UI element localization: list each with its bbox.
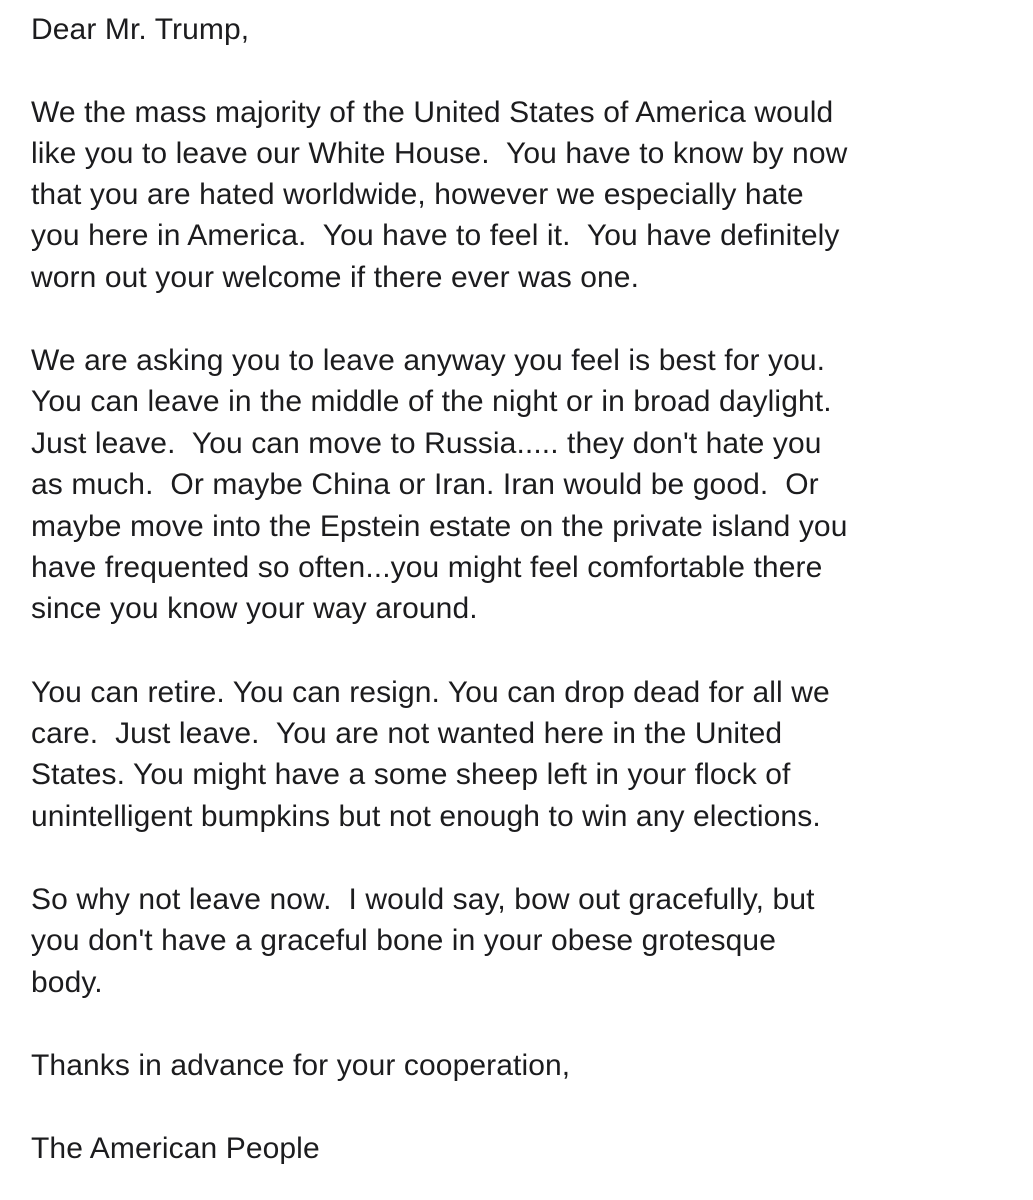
paragraph-2-line-5: maybe move into the Epstein estate on the private island you	[31, 510, 848, 543]
paragraph-1-line-3: that you are hated worldwide, however we especially hate	[31, 178, 804, 211]
paragraph-3-line-4: unintelligent bumpkins but not enough to win any elections.	[31, 800, 821, 833]
paragraph-4-line-1: So why not leave now. I would say, bow out gracefully, but	[31, 883, 815, 916]
paragraph-3-line-2: care. Just leave. You are not wanted here in the United	[31, 717, 783, 750]
paragraph-2-line-7: since you know your way around.	[31, 592, 478, 625]
paragraph-2-line-3: Just leave. You can move to Russia..... they don't hate you	[31, 427, 822, 460]
paragraph-4-line-3: body.	[31, 966, 103, 999]
greeting: Dear Mr. Trump,	[31, 13, 250, 46]
paragraph-1-line-5: worn out your welcome if there ever was one.	[31, 261, 640, 294]
signature: The American People	[31, 1132, 320, 1165]
paragraph-2-line-6: have frequented so often...you might feel comfortable there	[31, 551, 823, 584]
closing: Thanks in advance for your cooperation,	[31, 1049, 571, 1082]
paragraph-1-line-1: We the mass majority of the United States of America would	[31, 96, 834, 129]
paragraph-2-line-2: You can leave in the middle of the night or in broad daylight.	[31, 385, 832, 418]
paragraph-1-line-4: you here in America. You have to feel it. You have definitely	[31, 219, 840, 252]
paragraph-4-line-2: you don't have a graceful bone in your obese grotesque	[31, 924, 776, 957]
paragraph-2-line-4: as much. Or maybe China or Iran. Iran would be good. Or	[31, 468, 819, 501]
paragraph-2-line-1: We are asking you to leave anyway you feel is best for you.	[31, 344, 826, 377]
paragraph-3-line-1: You can retire. You can resign. You can drop dead for all we	[31, 676, 830, 709]
paragraph-1-line-2: like you to leave our White House. You have to know by now	[31, 137, 848, 170]
paragraph-3-line-3: States. You might have a some sheep left in your flock of	[31, 758, 791, 791]
